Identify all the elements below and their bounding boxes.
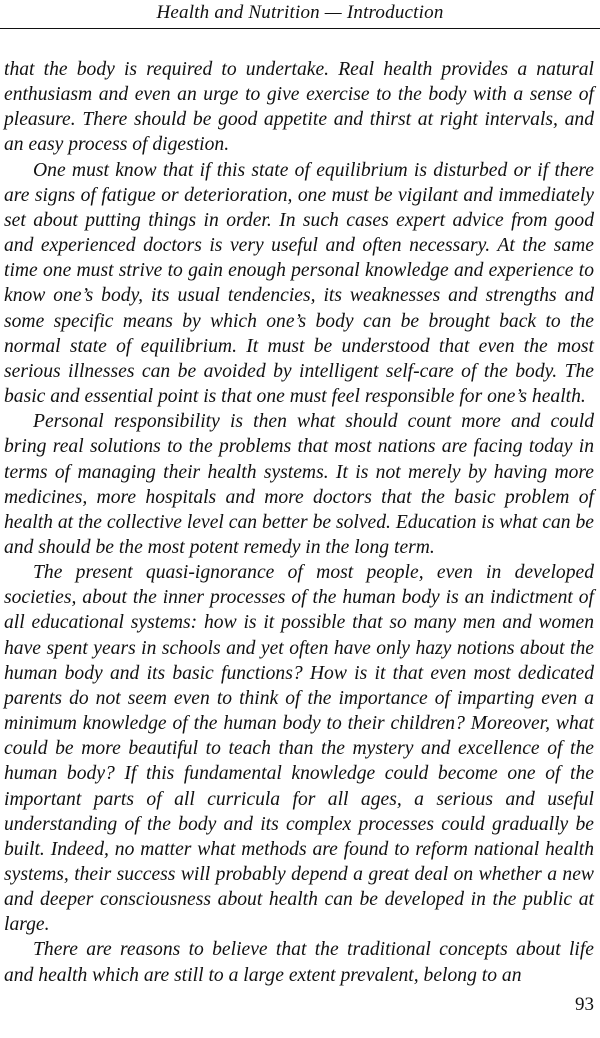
page-number: 93 xyxy=(575,994,594,1015)
paragraph: Personal responsibility is then what should count more and could bring real solutions to the problems that most nations are facing today in terms of managing their health systems. It is not merely by having more medicines, more hospitals and more doctors that the basic problem of health at the collective level can better be solved. Education is what can be and should be the most potent remedy in the long term. xyxy=(4,411,594,558)
paragraph: The present quasi-ignorance of most people, even in developed societies, about the inner processes of the human body is an indictment of all educational systems: how is it possible that so many men and women have spent years in schools and yet often have only hazy notions about the human body and its basic functions? How is it that even most dedicated parents do not seem even to think of the importance of imparting even a minimum knowledge of the human body to their children? Moreover, what could be more beautiful to teach than the mystery and excellence of the human body? If this fundamental knowledge could become one of the important parts of all curricula for all ages, a serious and useful understanding of the body and its complex processes could gradually be built. Indeed, no matter what methods are found to reform national health systems, their success will probably depend a great deal on whether a new and deeper consciousness about health can be developed in the public at large. xyxy=(4,562,594,936)
header-rule xyxy=(0,28,600,29)
paragraph-continued: that the body is required to undertake. Real health provides a natural enthusiasm and even an urge to give exercise to the body with a sense of pleasure. There should be good appetite and thirst at right intervals, and an easy process of digestion. xyxy=(4,59,594,156)
running-head: Health and Nutrition — Introduction xyxy=(156,2,444,23)
body-text xyxy=(4,57,594,988)
paragraph: One must know that if this state of equilibrium is disturbed or if there are signs of fatigue or deterioration, one must be vigilant and immediately set about putting things in order. In such cases expert advice from good and experienced doctors is very useful and often necessary. At the same time one must strive to gain enough personal knowledge and experience to know one’s body, its usual tendencies, its weaknesses and strengths and some specific means by which one’s body can be brought back to the normal state of equilibrium. It must be understood that even the most serious illnesses can be avoided by intelligent self-care of the body. The basic and essential point is that one must feel responsible for one’s health. xyxy=(4,159,594,408)
paragraph: There are reasons to believe that the traditional concepts about life and health which are still to a large extent prevalent, belong to an xyxy=(4,939,594,986)
